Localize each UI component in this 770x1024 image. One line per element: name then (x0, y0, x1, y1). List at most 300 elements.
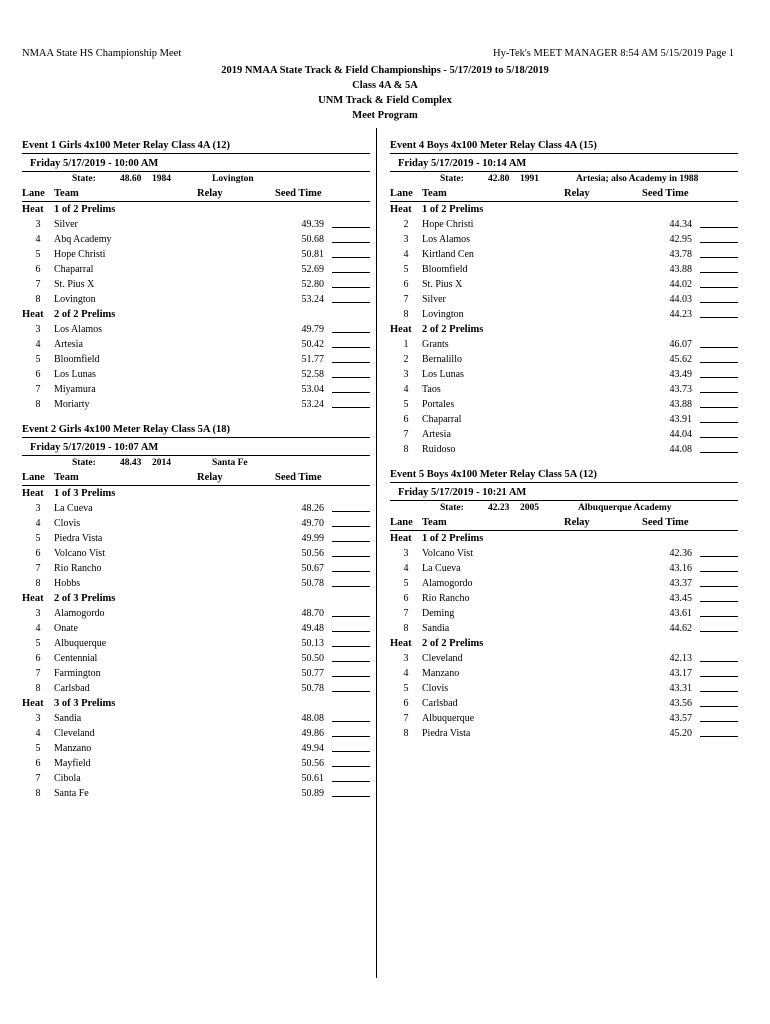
entry-row (390, 232, 738, 247)
result-blank-line (700, 586, 738, 587)
team-name: Silver (422, 294, 446, 305)
seed-time: 44.04 (669, 429, 692, 440)
lane-number: 8 (403, 444, 409, 455)
seed-time: 43.61 (669, 608, 692, 619)
state-record-label: State: (72, 174, 96, 184)
lane-number: 8 (403, 728, 409, 739)
lane-number: 8 (403, 309, 409, 320)
result-blank-line (332, 796, 370, 797)
team-name: Los Alamos (422, 234, 471, 245)
lane-number: 4 (35, 518, 41, 529)
session-time: Friday 5/17/2019 - 10:21 AM (390, 486, 738, 501)
seed-time: 43.37 (669, 578, 692, 589)
seed-time: 49.79 (301, 324, 324, 335)
lane-number: 4 (403, 249, 409, 260)
team-name: St. Pius X (422, 279, 463, 290)
seed-time: 43.88 (669, 399, 692, 410)
lane-number: 3 (403, 234, 409, 245)
team-header: Team (54, 188, 79, 199)
result-blank-line (332, 227, 370, 228)
result-blank-line (332, 332, 370, 333)
lane-number: 6 (35, 653, 41, 664)
entry-row (22, 681, 370, 696)
lane-number: 7 (35, 668, 41, 679)
seed-time-header: Seed Time (642, 517, 689, 528)
lane-number: 3 (403, 369, 409, 380)
entry-row (22, 576, 370, 591)
entry-row (390, 666, 738, 681)
right-column (390, 138, 738, 741)
result-blank-line (332, 721, 370, 722)
heat-label: Heat (390, 638, 412, 649)
seed-time: 52.58 (301, 369, 324, 380)
team-name: Grants (422, 339, 449, 350)
result-blank-line (332, 541, 370, 542)
lane-number: 3 (35, 713, 41, 724)
team-name: Piedra Vista (422, 728, 471, 739)
entry-row (390, 217, 738, 232)
team-name: Rio Rancho (422, 593, 470, 604)
heat-label: Heat (390, 533, 412, 544)
seed-time: 50.68 (301, 234, 324, 245)
team-name: Alamogordo (422, 578, 473, 589)
event-title: Event 4 Boys 4x100 Meter Relay Class 4A (15) (390, 138, 738, 154)
entry-row (22, 771, 370, 786)
entry-row (390, 412, 738, 427)
result-blank-line (332, 766, 370, 767)
entry-row (22, 606, 370, 621)
lane-number: 7 (403, 608, 409, 619)
entry-row (22, 531, 370, 546)
result-blank-line (332, 661, 370, 662)
team-name: Piedra Vista (54, 533, 103, 544)
state-record (22, 456, 370, 471)
column-headers (22, 471, 370, 486)
team-name: Lovington (54, 294, 96, 305)
heat-label: Heat (390, 204, 412, 215)
lane-number: 5 (35, 743, 41, 754)
heat-number: 1 of 3 Prelims (54, 488, 116, 499)
entry-row (390, 696, 738, 711)
team-name: Cleveland (54, 728, 95, 739)
seed-time: 43.16 (669, 563, 692, 574)
result-blank-line (700, 691, 738, 692)
column-headers (390, 187, 738, 202)
seed-time: 52.80 (301, 279, 324, 290)
lane-number: 5 (403, 264, 409, 275)
software-timestamp: Hy-Tek's MEET MANAGER 8:54 AM 5/15/2019 Page 1 (493, 48, 734, 59)
result-blank-line (332, 736, 370, 737)
entry-row (22, 711, 370, 726)
team-header: Team (422, 517, 447, 528)
team-name: Los Alamos (54, 324, 103, 335)
seed-time: 49.94 (301, 743, 324, 754)
seed-time: 50.78 (301, 578, 324, 589)
entry-row (390, 546, 738, 561)
result-blank-line (332, 407, 370, 408)
state-record-time: 48.43 (120, 458, 142, 468)
lane-number: 8 (35, 683, 41, 694)
seed-time: 44.03 (669, 294, 692, 305)
result-blank-line (332, 751, 370, 752)
seed-time: 43.78 (669, 249, 692, 260)
team-name: Portales (422, 399, 455, 410)
entry-row (390, 726, 738, 741)
seed-time: 42.36 (669, 548, 692, 559)
result-blank-line (700, 736, 738, 737)
seed-time: 50.42 (301, 339, 324, 350)
heat-header (22, 696, 370, 711)
state-record-time: 42.23 (488, 503, 510, 513)
team-name: La Cueva (422, 563, 461, 574)
result-blank-line (332, 571, 370, 572)
state-record-year: 1991 (520, 174, 539, 184)
relay-header: Relay (197, 188, 223, 199)
lane-number: 5 (35, 638, 41, 649)
heat-number: 2 of 3 Prelims (54, 593, 116, 604)
result-blank-line (700, 631, 738, 632)
result-blank-line (332, 392, 370, 393)
result-blank-line (700, 392, 738, 393)
team-name: Manzano (422, 668, 460, 679)
entry-row (22, 726, 370, 741)
lane-number: 8 (35, 788, 41, 799)
seed-time: 50.61 (301, 773, 324, 784)
team-header: Team (422, 188, 447, 199)
relay-header: Relay (564, 517, 590, 528)
lane-number: 3 (35, 503, 41, 514)
page-titles (0, 63, 770, 123)
seed-time: 43.88 (669, 264, 692, 275)
entry-row (390, 427, 738, 442)
heat-header (390, 636, 738, 651)
result-blank-line (700, 347, 738, 348)
seed-time: 51.77 (301, 354, 324, 365)
result-blank-line (332, 631, 370, 632)
result-blank-line (332, 362, 370, 363)
seed-time: 53.24 (301, 294, 324, 305)
seed-time: 43.31 (669, 683, 692, 694)
lane-number: 4 (403, 668, 409, 679)
state-record-holder: Artesia; also Academy in 1988 (576, 174, 699, 184)
event-block (22, 138, 370, 412)
result-blank-line (700, 242, 738, 243)
team-name: Bernalillo (422, 354, 462, 365)
team-name: Manzano (54, 743, 92, 754)
seed-time: 44.08 (669, 444, 692, 455)
lane-header: Lane (390, 188, 413, 199)
entry-row (390, 367, 738, 382)
seed-time: 50.77 (301, 668, 324, 679)
lane-number: 2 (403, 354, 409, 365)
result-blank-line (700, 661, 738, 662)
lane-number: 5 (35, 533, 41, 544)
result-blank-line (700, 601, 738, 602)
team-name: Hope Christi (54, 249, 106, 260)
team-name: Bloomfield (422, 264, 468, 275)
lane-number: 7 (35, 279, 41, 290)
lane-number: 5 (35, 249, 41, 260)
program-title: Meet Program (352, 110, 418, 121)
seed-time: 46.07 (669, 339, 692, 350)
result-blank-line (700, 571, 738, 572)
team-name: Carlsbad (54, 683, 90, 694)
seed-time: 49.70 (301, 518, 324, 529)
class-title: Class 4A & 5A (352, 80, 418, 91)
seed-time: 44.23 (669, 309, 692, 320)
entry-row (22, 786, 370, 801)
seed-time-header: Seed Time (275, 472, 322, 483)
seed-time: 50.56 (301, 758, 324, 769)
session-time: Friday 5/17/2019 - 10:00 AM (22, 157, 370, 172)
heat-label: Heat (22, 309, 44, 320)
entry-row (390, 292, 738, 307)
state-record-time: 42.80 (488, 174, 510, 184)
result-blank-line (700, 556, 738, 557)
entry-row (22, 756, 370, 771)
lane-number: 6 (403, 698, 409, 709)
event-title: Event 1 Girls 4x100 Meter Relay Class 4A (12) (22, 138, 370, 154)
team-name: Abq Academy (54, 234, 112, 245)
result-blank-line (700, 257, 738, 258)
team-name: Silver (54, 219, 78, 230)
lane-number: 6 (35, 548, 41, 559)
team-name: Los Lunas (54, 369, 96, 380)
entry-row (22, 546, 370, 561)
seed-time: 48.70 (301, 608, 324, 619)
lane-number: 4 (403, 563, 409, 574)
seed-time: 43.17 (669, 668, 692, 679)
team-name: Miyamura (54, 384, 96, 395)
result-blank-line (332, 556, 370, 557)
heat-header (22, 307, 370, 322)
seed-time-header: Seed Time (275, 188, 322, 199)
entry-row (22, 741, 370, 756)
result-blank-line (700, 616, 738, 617)
entry-row (390, 397, 738, 412)
lane-number: 4 (35, 234, 41, 245)
seed-time: 53.04 (301, 384, 324, 395)
heat-number: 2 of 2 Prelims (422, 324, 484, 335)
entry-row (390, 442, 738, 457)
result-blank-line (332, 646, 370, 647)
seed-time: 44.34 (669, 219, 692, 230)
seed-time: 50.56 (301, 548, 324, 559)
team-name: Chaparral (54, 264, 94, 275)
result-blank-line (332, 526, 370, 527)
team-name: Albuquerque (422, 713, 475, 724)
entry-row (390, 651, 738, 666)
result-blank-line (700, 227, 738, 228)
seed-time: 50.81 (301, 249, 324, 260)
result-blank-line (332, 287, 370, 288)
lane-number: 5 (35, 354, 41, 365)
state-record-year: 2014 (152, 458, 171, 468)
lane-number: 3 (35, 219, 41, 230)
column-headers (390, 516, 738, 531)
lane-number: 6 (403, 279, 409, 290)
result-blank-line (700, 676, 738, 677)
state-record (22, 172, 370, 187)
entry-row (22, 516, 370, 531)
lane-number: 3 (35, 324, 41, 335)
heat-header (390, 531, 738, 546)
lane-number: 3 (35, 608, 41, 619)
lane-number: 7 (35, 773, 41, 784)
heat-label: Heat (22, 488, 44, 499)
entry-row (390, 262, 738, 277)
team-name: Clovis (54, 518, 81, 529)
lane-number: 7 (403, 713, 409, 724)
seed-time: 52.69 (301, 264, 324, 275)
seed-time: 45.62 (669, 354, 692, 365)
state-record-year: 2005 (520, 503, 539, 513)
lane-number: 8 (403, 623, 409, 634)
event-block (390, 138, 738, 457)
lane-number: 1 (403, 339, 409, 350)
seed-time: 50.89 (301, 788, 324, 799)
heat-label: Heat (22, 593, 44, 604)
lane-number: 6 (403, 414, 409, 425)
seed-time: 45.20 (669, 728, 692, 739)
result-blank-line (332, 377, 370, 378)
entry-row (390, 337, 738, 352)
team-name: Artesia (54, 339, 83, 350)
team-name: Albuquerque (54, 638, 107, 649)
team-header: Team (54, 472, 79, 483)
team-name: Sandia (54, 713, 82, 724)
result-blank-line (332, 347, 370, 348)
team-name: Alamogordo (54, 608, 105, 619)
entry-row (22, 367, 370, 382)
state-record-holder: Albuquerque Academy (578, 503, 672, 513)
session-time: Friday 5/17/2019 - 10:07 AM (22, 441, 370, 456)
team-name: Cibola (54, 773, 81, 784)
team-name: Volcano Vist (54, 548, 105, 559)
lane-number: 4 (35, 728, 41, 739)
seed-time: 50.78 (301, 683, 324, 694)
result-blank-line (700, 362, 738, 363)
event-title: Event 2 Girls 4x100 Meter Relay Class 5A (18) (22, 422, 370, 438)
result-blank-line (700, 287, 738, 288)
lane-number: 7 (403, 294, 409, 305)
entry-row (22, 621, 370, 636)
seed-time: 49.86 (301, 728, 324, 739)
lane-number: 4 (35, 339, 41, 350)
lane-header: Lane (22, 188, 45, 199)
seed-time: 43.56 (669, 698, 692, 709)
state-record-holder: Santa Fe (212, 458, 248, 468)
heat-number: 3 of 3 Prelims (54, 698, 116, 709)
entry-row (22, 247, 370, 262)
entry-row (22, 636, 370, 651)
seed-time: 44.02 (669, 279, 692, 290)
state-record (390, 172, 738, 187)
entry-row (22, 262, 370, 277)
team-name: Bloomfield (54, 354, 100, 365)
heat-label: Heat (22, 204, 44, 215)
entry-row (22, 352, 370, 367)
team-name: Hope Christi (422, 219, 474, 230)
entry-row (390, 591, 738, 606)
team-name: La Cueva (54, 503, 93, 514)
state-record (390, 501, 738, 516)
seed-time: 42.95 (669, 234, 692, 245)
entry-row (390, 352, 738, 367)
entry-row (390, 247, 738, 262)
lane-number: 7 (403, 429, 409, 440)
heat-header (390, 202, 738, 217)
seed-time: 49.99 (301, 533, 324, 544)
state-record-time: 48.60 (120, 174, 142, 184)
seed-time: 50.13 (301, 638, 324, 649)
team-name: Deming (422, 608, 455, 619)
result-blank-line (700, 302, 738, 303)
result-blank-line (700, 437, 738, 438)
entry-row (22, 651, 370, 666)
entry-row (390, 681, 738, 696)
seed-time: 42.13 (669, 653, 692, 664)
event-block (22, 422, 370, 801)
team-name: Rio Rancho (54, 563, 102, 574)
seed-time: 43.73 (669, 384, 692, 395)
team-name: Taos (422, 384, 441, 395)
column-headers (22, 187, 370, 202)
entry-row (390, 382, 738, 397)
team-name: Sandia (422, 623, 450, 634)
lane-number: 2 (403, 219, 409, 230)
team-name: Artesia (422, 429, 451, 440)
team-name: Chaparral (422, 414, 462, 425)
result-blank-line (700, 317, 738, 318)
lane-number: 7 (35, 384, 41, 395)
meet-title: 2019 NMAA State Track & Field Championships - 5/17/2019 to 5/18/2019 (221, 65, 549, 76)
team-name: Volcano Vist (422, 548, 473, 559)
lane-number: 8 (35, 578, 41, 589)
session-time: Friday 5/17/2019 - 10:14 AM (390, 157, 738, 172)
column-divider (376, 128, 377, 978)
relay-header: Relay (564, 188, 590, 199)
seed-time: 43.45 (669, 593, 692, 604)
entry-row (22, 277, 370, 292)
result-blank-line (332, 586, 370, 587)
result-blank-line (700, 377, 738, 378)
meet-name: NMAA State HS Championship Meet (22, 48, 182, 59)
result-blank-line (332, 676, 370, 677)
heat-label: Heat (22, 698, 44, 709)
team-name: Kirtland Cen (422, 249, 474, 260)
entry-row (390, 277, 738, 292)
state-record-label: State: (440, 503, 464, 513)
lane-number: 6 (35, 369, 41, 380)
team-name: Ruidoso (422, 444, 456, 455)
seed-time: 49.48 (301, 623, 324, 634)
heat-header (22, 202, 370, 217)
result-blank-line (700, 422, 738, 423)
seed-time: 43.57 (669, 713, 692, 724)
entry-row (390, 307, 738, 322)
result-blank-line (332, 616, 370, 617)
lane-number: 8 (35, 399, 41, 410)
result-blank-line (700, 407, 738, 408)
heat-number: 2 of 2 Prelims (54, 309, 116, 320)
entry-row (22, 322, 370, 337)
seed-time: 43.49 (669, 369, 692, 380)
left-column (22, 138, 370, 801)
entry-row (390, 606, 738, 621)
lane-number: 5 (403, 399, 409, 410)
seed-time: 43.91 (669, 414, 692, 425)
